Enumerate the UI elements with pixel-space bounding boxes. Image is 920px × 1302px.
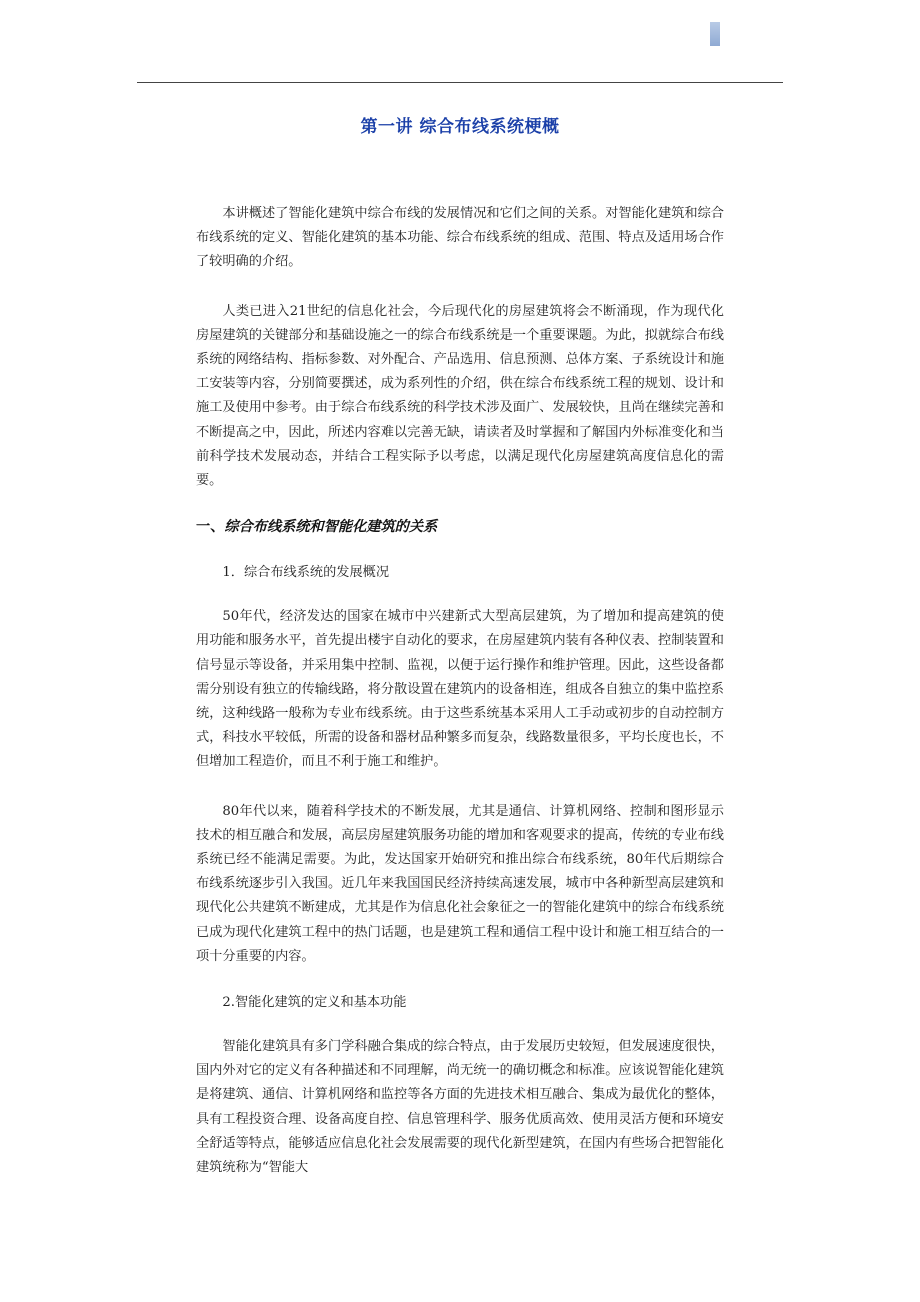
- body-paragraph-2: 50年代，经济发达的国家在城市中兴建新式大型高层建筑，为了增加和提高建筑的使用功能和服务水平，首先提出楼宇自动化的要求，在房屋建筑内装有各种仪表、控制装置和信号显示等设备，并采用集中控制、监视，以便于运行操作和维护管理。因此，这些设备都需分别设有独立的传输线路，将分散设置在建筑内的设备相连，组成各自独立的集中监控系统，这种线路一般称为专业布线系统。由于这些系统基本采用人工手动或初步的自动控制方式，科技水平较低，所需的设备和器材品种繁多而复杂，线路数量很多，平均长度也长，不但增加工程造价，而且不利于施工和维护。: [196, 609, 724, 770]
- subheading-1: 1．综合布线系统的发展概况: [222, 565, 390, 581]
- intro-paragraph: 本讲概述了智能化建筑中综合布线的发展情况和它们之间的关系。对智能化建筑和综合布线系统的定义、智能化建筑的基本功能、综合布线系统的组成、范围、特点及适用场合作了较明确的介绍。: [196, 206, 724, 270]
- document-body: [196, 202, 724, 1205]
- section-title: 综合布线系统和智能化建筑的关系: [224, 519, 438, 536]
- body-paragraph-1: 人类已进入21世纪的信息化社会，今后现代化的房屋建筑将会不断涌现，作为现代化房屋建筑的关键部分和基础设施之一的综合布线系统是一个重要课题。为此，拟就综合布线系统的网络结构、指标参数、对外配合、产品选用、信息预测、总体方案、子系统设计和施工安装等内容，分别简要撰述，成为系列性的介绍，供在综合布线系统工程的规划、设计和施工及使用中参考。由于综合布线系统的科学技术涉及面广、发展较快，且尚在继续完善和不断提高之中，因此，所述内容难以完善无缺，请读者及时掌握和了解国内外标准变化和当前科学技术发展动态，并结合工程实际予以考虑，以满足现代化房屋建筑高度信息化的需要。: [196, 303, 724, 489]
- section-heading: [196, 515, 724, 539]
- document-title: 第一讲 综合布线系统梗概: [360, 117, 560, 137]
- header-decoration-mark: [710, 22, 720, 46]
- subheading-2: 2.智能化建筑的定义和基本功能: [222, 995, 407, 1011]
- header-rule: [137, 82, 783, 83]
- body-paragraph-3: 80年代以来，随着科学技术的不断发展，尤其是通信、计算机网络、控制和图形显示技术的相互融合和发展，高层房屋建筑服务功能的增加和客观要求的提高，传统的专业布线系统已经不能满足需要。为此，发达国家开始研究和推出综合布线系统，80年代后期综合布线系统逐步引入我国。近几年来我国国民经济持续高速发展，城市中各种新型高层建筑和现代化公共建筑不断建成，尤其是作为信息化社会象征之一的智能化建筑中的综合布线系统已成为现代化建筑工程中的热门话题，也是建筑工程和通信工程中设计和施工相互结合的一项十分重要的内容。: [196, 803, 724, 964]
- section-number: 一、: [196, 519, 225, 536]
- body-paragraph-4: 智能化建筑具有多门学科融合集成的综合特点，由于发展历史较短，但发展速度很快，国内外对它的定义有各种描述和不同理解，尚无统一的确切概念和标准。应该说智能化建筑是将建筑、通信、计算机网络和监控等各方面的先进技术相互融合、集成为最优化的整体，具有工程投资合理、设备高度自控、信息管理科学、服务优质高效、使用灵活方便和环境安全舒适等特点，能够适应信息化社会发展需要的现代化新型建筑，在国内有些场合把智能化建筑统称为“智能大: [196, 1039, 724, 1176]
